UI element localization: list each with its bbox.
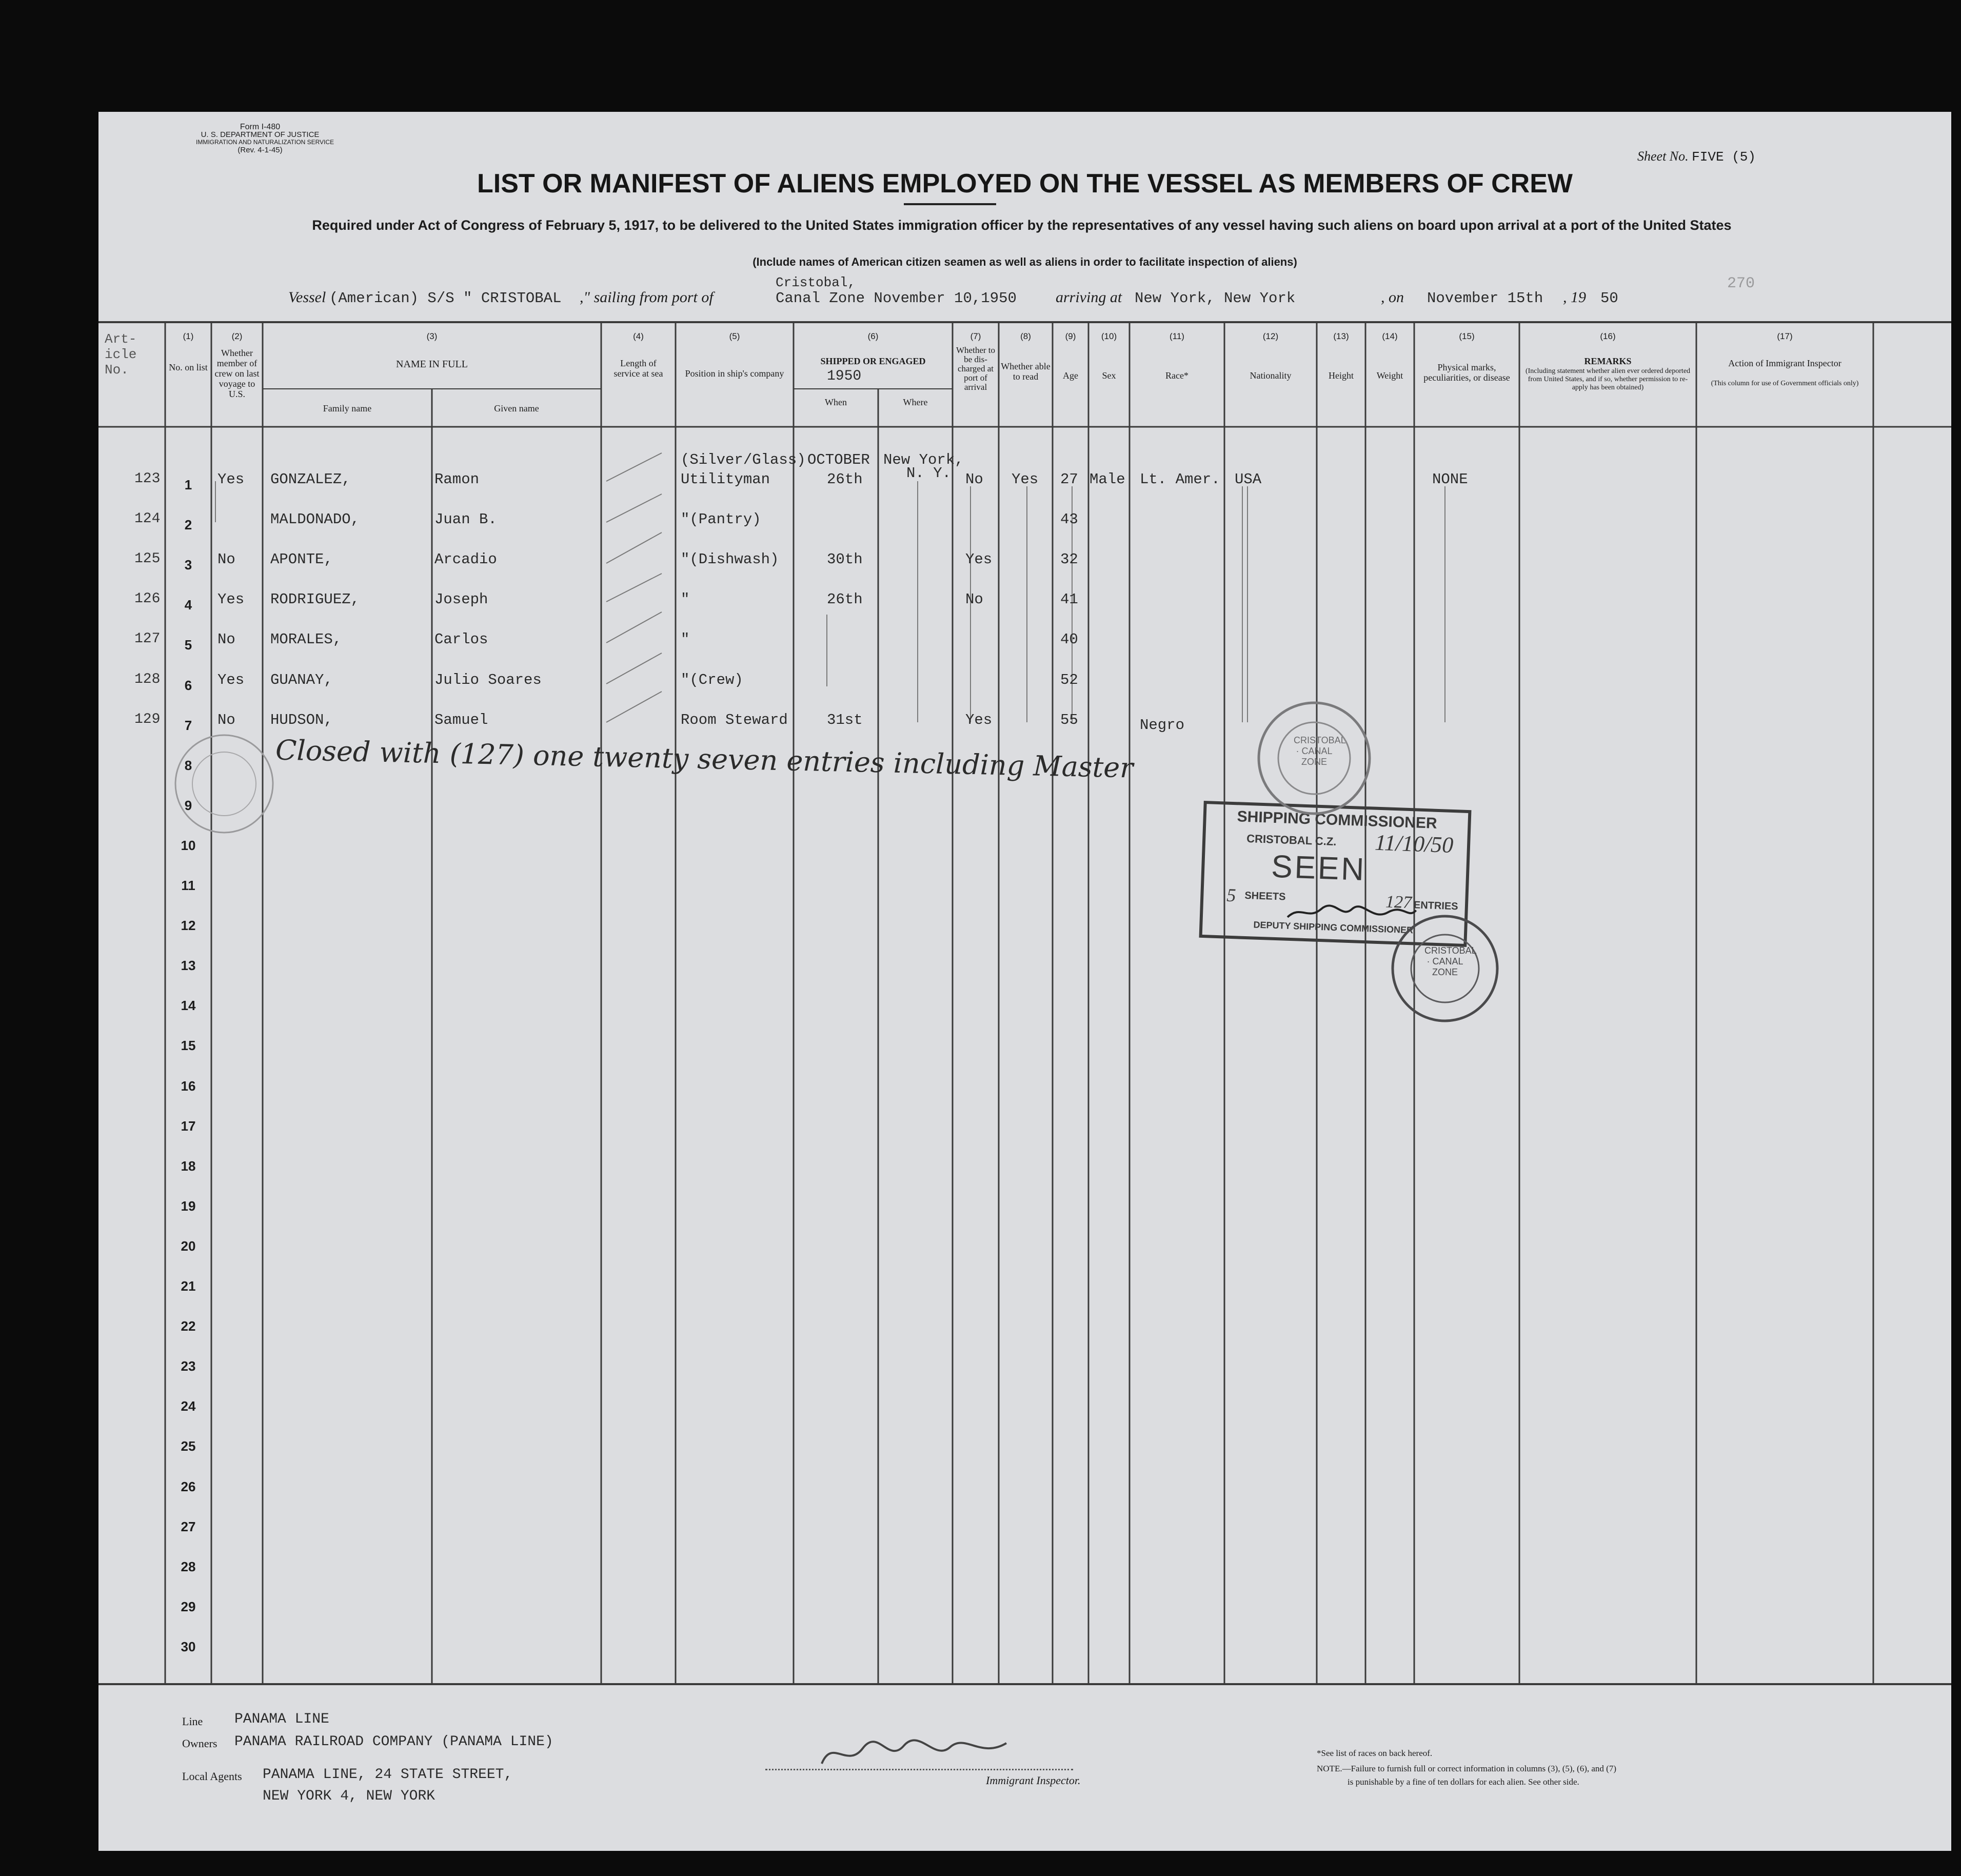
row-number: 14 xyxy=(181,998,196,1013)
col10-number: (10) xyxy=(1101,331,1117,341)
position: "(Pantry) xyxy=(681,511,761,528)
sheet-label: Sheet No. xyxy=(1637,149,1689,164)
position: "(Dishwash) xyxy=(681,551,779,568)
col5-number: (5) xyxy=(729,331,740,341)
footer-line-label: Line xyxy=(182,1715,203,1728)
col4-number: (4) xyxy=(633,331,644,341)
footer-agents-label: Local Agents xyxy=(182,1770,242,1783)
family-name: MALDONADO, xyxy=(270,511,360,528)
discharged: No xyxy=(965,591,983,608)
position: " xyxy=(681,591,690,608)
row-number: 15 xyxy=(181,1038,196,1053)
inspector-signature xyxy=(817,1733,1012,1774)
shipped-when: 26th xyxy=(827,471,863,488)
arriving-value: New York, New York xyxy=(1135,290,1296,307)
given-name: Ramon xyxy=(434,471,480,488)
sailing-label: ," sailing from port of xyxy=(580,289,714,306)
col1-number: (1) xyxy=(183,331,194,341)
manifest-sheet xyxy=(98,112,1951,1851)
footer-agents-value: PANAMA LINE, 24 STATE STREET, xyxy=(263,1767,513,1783)
col16-subheader: (Including statement whether alien ever ordered deported from United States, and if so, whether permission to re-apply has been obtained) xyxy=(1525,367,1691,391)
age: 27 xyxy=(1060,471,1078,488)
col5-header: Position in ship's company xyxy=(685,368,784,379)
row-number: 2 xyxy=(184,517,192,532)
age: 41 xyxy=(1060,591,1078,608)
col2-header: Whether member of crew on last voyage to U.S. xyxy=(214,348,260,399)
given-name: Juan B. xyxy=(434,511,497,528)
department: U. S. DEPARTMENT OF JUSTICE xyxy=(201,130,320,139)
col12-header: Nationality xyxy=(1250,370,1292,381)
seal-text-bottom: CRISTOBAL · CANAL ZONE xyxy=(1424,945,1477,977)
on-value: November 15th xyxy=(1427,290,1543,307)
article-number: 126 xyxy=(134,591,161,607)
col16-number: (16) xyxy=(1600,331,1616,341)
position-top: (Silver/Glass) xyxy=(681,451,806,468)
age: 52 xyxy=(1060,672,1078,688)
stamp-place: CRISTOBAL C.Z. xyxy=(1246,832,1337,848)
stamp-entries-label: ENTRIES xyxy=(1413,899,1458,913)
family-name: HUDSON, xyxy=(270,712,333,728)
col15-number: (15) xyxy=(1459,331,1475,341)
age: 55 xyxy=(1060,712,1078,728)
col7-number: (7) xyxy=(970,331,981,341)
row-number: 6 xyxy=(184,678,192,693)
vessel-label: Vessel xyxy=(288,289,326,306)
article-number: 123 xyxy=(134,471,161,487)
row-number: 11 xyxy=(181,878,195,893)
year-value: 50 xyxy=(1600,290,1618,307)
row-number: 3 xyxy=(184,557,192,572)
service-name: IMMIGRATION AND NATURALIZATION SERVICE xyxy=(196,139,334,146)
given-name: Julio Soares xyxy=(434,672,542,688)
row-number: 1 xyxy=(184,477,192,492)
col17-number: (17) xyxy=(1777,331,1793,341)
last-voyage: Yes xyxy=(217,471,245,488)
row-number: 7 xyxy=(184,718,192,733)
row-number: 23 xyxy=(181,1358,196,1374)
subtitle: Required under Act of Congress of February 5, 1917, to be delivered to the United States immigration officer by the representatives of any vessel having such aliens on board upon arrival at a port of the United States xyxy=(312,218,1732,233)
able-to-read: Yes xyxy=(1012,471,1039,488)
discharged: Yes xyxy=(965,712,993,728)
row-number: 25 xyxy=(181,1438,196,1454)
shipped-where: New York, xyxy=(883,451,964,468)
revision: (Rev. 4-1-45) xyxy=(237,146,283,154)
physical-marks: NONE xyxy=(1432,471,1468,488)
article-number: 129 xyxy=(134,712,161,727)
include-note: (Include names of American citizen seamen as well as aliens in order to facilitate inspection of aliens) xyxy=(752,255,1297,268)
given-name: Joseph xyxy=(434,591,488,608)
arriving-label: arriving at xyxy=(1056,289,1122,306)
vessel-value: (American) S/S " CRISTOBAL xyxy=(329,290,562,307)
row-number: 26 xyxy=(181,1479,196,1494)
col8-header: Whether able to read xyxy=(1001,361,1051,382)
last-voyage: Yes xyxy=(217,591,245,608)
stamp-heading: SHIPPING COMMISSIONER xyxy=(1237,808,1438,832)
col13-header: Height xyxy=(1329,370,1354,381)
row-number: 9 xyxy=(184,798,192,813)
row-number: 20 xyxy=(181,1238,196,1254)
row-number: 5 xyxy=(184,637,192,653)
col9-header: Age xyxy=(1063,370,1078,381)
port-value: Canal Zone November 10,1950 xyxy=(776,290,1017,307)
row-number: 13 xyxy=(181,958,196,973)
shipped-where-2: N. Y. xyxy=(906,465,952,482)
row-number: 28 xyxy=(181,1559,196,1574)
footer-note-races: *See list of races on back hereof. xyxy=(1317,1748,1433,1758)
closing-note: Closed with (127) one twenty seven entries including Master xyxy=(275,734,1134,784)
sheet-value: FIVE (5) xyxy=(1692,149,1756,165)
col9-number: (9) xyxy=(1065,331,1076,341)
col10-header: Sex xyxy=(1102,370,1116,381)
age: 43 xyxy=(1060,511,1078,528)
when-top: OCTOBER xyxy=(807,451,870,468)
stamp-sheets-label: SHEETS xyxy=(1244,890,1286,903)
seal-text-top: CRISTOBAL · CANAL ZONE xyxy=(1294,735,1346,767)
footer-note-fine: is punishable by a fine of ten dollars for each alien. See other side. xyxy=(1348,1777,1579,1787)
footer-note-failure: NOTE.—Failure to furnish full or correct information in columns (3), (5), (6), and (7) xyxy=(1317,1764,1616,1773)
col14-number: (14) xyxy=(1382,331,1398,341)
race: Lt. Amer. xyxy=(1140,471,1220,488)
col11-number: (11) xyxy=(1170,331,1184,341)
position: Utilityman xyxy=(681,471,770,488)
col11-header: Race* xyxy=(1165,370,1189,381)
form-number: Form I-480 xyxy=(240,123,281,131)
col3a-header: Family name xyxy=(323,403,372,413)
article-number: 127 xyxy=(134,631,161,647)
footer-owners-value: PANAMA RAILROAD COMPANY (PANAMA LINE) xyxy=(234,1734,553,1750)
discharged: No xyxy=(965,471,983,488)
row-number: 16 xyxy=(181,1078,196,1094)
row-number: 18 xyxy=(181,1158,196,1174)
row-number: 27 xyxy=(181,1519,196,1534)
row-number: 10 xyxy=(181,838,196,853)
last-voyage: No xyxy=(217,551,235,568)
row-number: 24 xyxy=(181,1398,196,1414)
col6-number: (6) xyxy=(867,331,879,341)
article-number: 128 xyxy=(134,672,161,687)
page-title: LIST OR MANIFEST OF ALIENS EMPLOYED ON THE VESSEL AS MEMBERS OF CREW xyxy=(477,169,1573,199)
col6-header: SHIPPED OR ENGAGED xyxy=(820,356,926,366)
col15-header: Physical marks, peculiarities, or disease xyxy=(1423,362,1510,383)
last-voyage: No xyxy=(217,712,235,728)
position: Room Steward xyxy=(681,712,788,728)
discharged: Yes xyxy=(965,551,993,568)
family-name: GUANAY, xyxy=(270,672,333,688)
col4-header: Length of service at sea xyxy=(613,358,663,379)
stamp-entries-number: 127 xyxy=(1385,892,1412,913)
on-label: , on xyxy=(1381,289,1404,306)
port-top: Cristobal, xyxy=(776,275,856,290)
race: Negro xyxy=(1140,717,1185,734)
col13-number: (13) xyxy=(1333,331,1349,341)
age: 32 xyxy=(1060,551,1078,568)
last-voyage: Yes xyxy=(217,672,245,688)
col14-header: Weight xyxy=(1376,370,1403,381)
col7-header: Whether to be dis-charged at port of arrival xyxy=(956,345,995,392)
row-number: 8 xyxy=(184,758,192,773)
col16-header: REMARKS xyxy=(1584,356,1632,366)
year-prefix: , 19 xyxy=(1563,289,1586,306)
stamp-deputy: DEPUTY SHIPPING COMMISSIONER xyxy=(1253,919,1414,936)
inspector-label: Immigrant Inspector. xyxy=(986,1774,1081,1787)
col17-header: Action of Immigrant Inspector xyxy=(1728,358,1841,368)
stamp-sheets-number: 5 xyxy=(1226,884,1237,906)
row-number: 4 xyxy=(184,597,192,613)
stamp-seen: SEEN xyxy=(1271,848,1367,888)
family-name: MORALES, xyxy=(270,631,342,648)
given-name: Arcadio xyxy=(434,551,497,568)
col6a-header: When xyxy=(825,397,847,407)
sex: Male xyxy=(1090,471,1125,488)
stamp-date: 11/10/50 xyxy=(1374,830,1454,858)
col8-number: (8) xyxy=(1020,331,1031,341)
footer-owners-label: Owners xyxy=(182,1737,217,1750)
row-number: 12 xyxy=(181,918,196,933)
shipped-when: 30th xyxy=(827,551,863,568)
footer-agents-value2: NEW YORK 4, NEW YORK xyxy=(263,1788,435,1804)
row-number: 17 xyxy=(181,1118,196,1134)
col17-subheader: (This column for use of Government officials only) xyxy=(1711,380,1859,387)
col6-year: 1950 xyxy=(827,368,862,384)
row-number: 19 xyxy=(181,1198,196,1214)
article-number: 124 xyxy=(134,511,161,527)
col6b-header: Where xyxy=(903,397,928,407)
col3b-header: Given name xyxy=(494,403,539,413)
col1-header: No. on list xyxy=(169,362,208,372)
col2-number: (2) xyxy=(231,331,243,341)
family-name: APONTE, xyxy=(270,551,333,568)
row-number: 21 xyxy=(181,1278,196,1294)
given-name: Carlos xyxy=(434,631,488,648)
article-header: Art- icle No. xyxy=(105,331,137,378)
footer-line-value: PANAMA LINE xyxy=(234,1711,329,1727)
row-number: 29 xyxy=(181,1599,196,1614)
shipped-when: 31st xyxy=(827,712,863,728)
last-voyage: No xyxy=(217,631,235,648)
position: "(Crew) xyxy=(681,672,743,688)
stamp-number: 270 xyxy=(1727,275,1755,292)
age: 40 xyxy=(1060,631,1078,648)
family-name: RODRIGUEZ, xyxy=(270,591,360,608)
row-number: 30 xyxy=(181,1639,196,1654)
col3-header: NAME IN FULL xyxy=(396,359,468,370)
row-number: 22 xyxy=(181,1318,196,1334)
position: " xyxy=(681,631,690,648)
col12-number: (12) xyxy=(1262,331,1279,341)
family-name: GONZALEZ, xyxy=(270,471,351,488)
given-name: Samuel xyxy=(434,712,488,728)
shipped-when: 26th xyxy=(827,591,863,608)
nationality: USA xyxy=(1235,471,1262,488)
col3-number: (3) xyxy=(426,331,438,341)
article-number: 125 xyxy=(134,551,161,567)
